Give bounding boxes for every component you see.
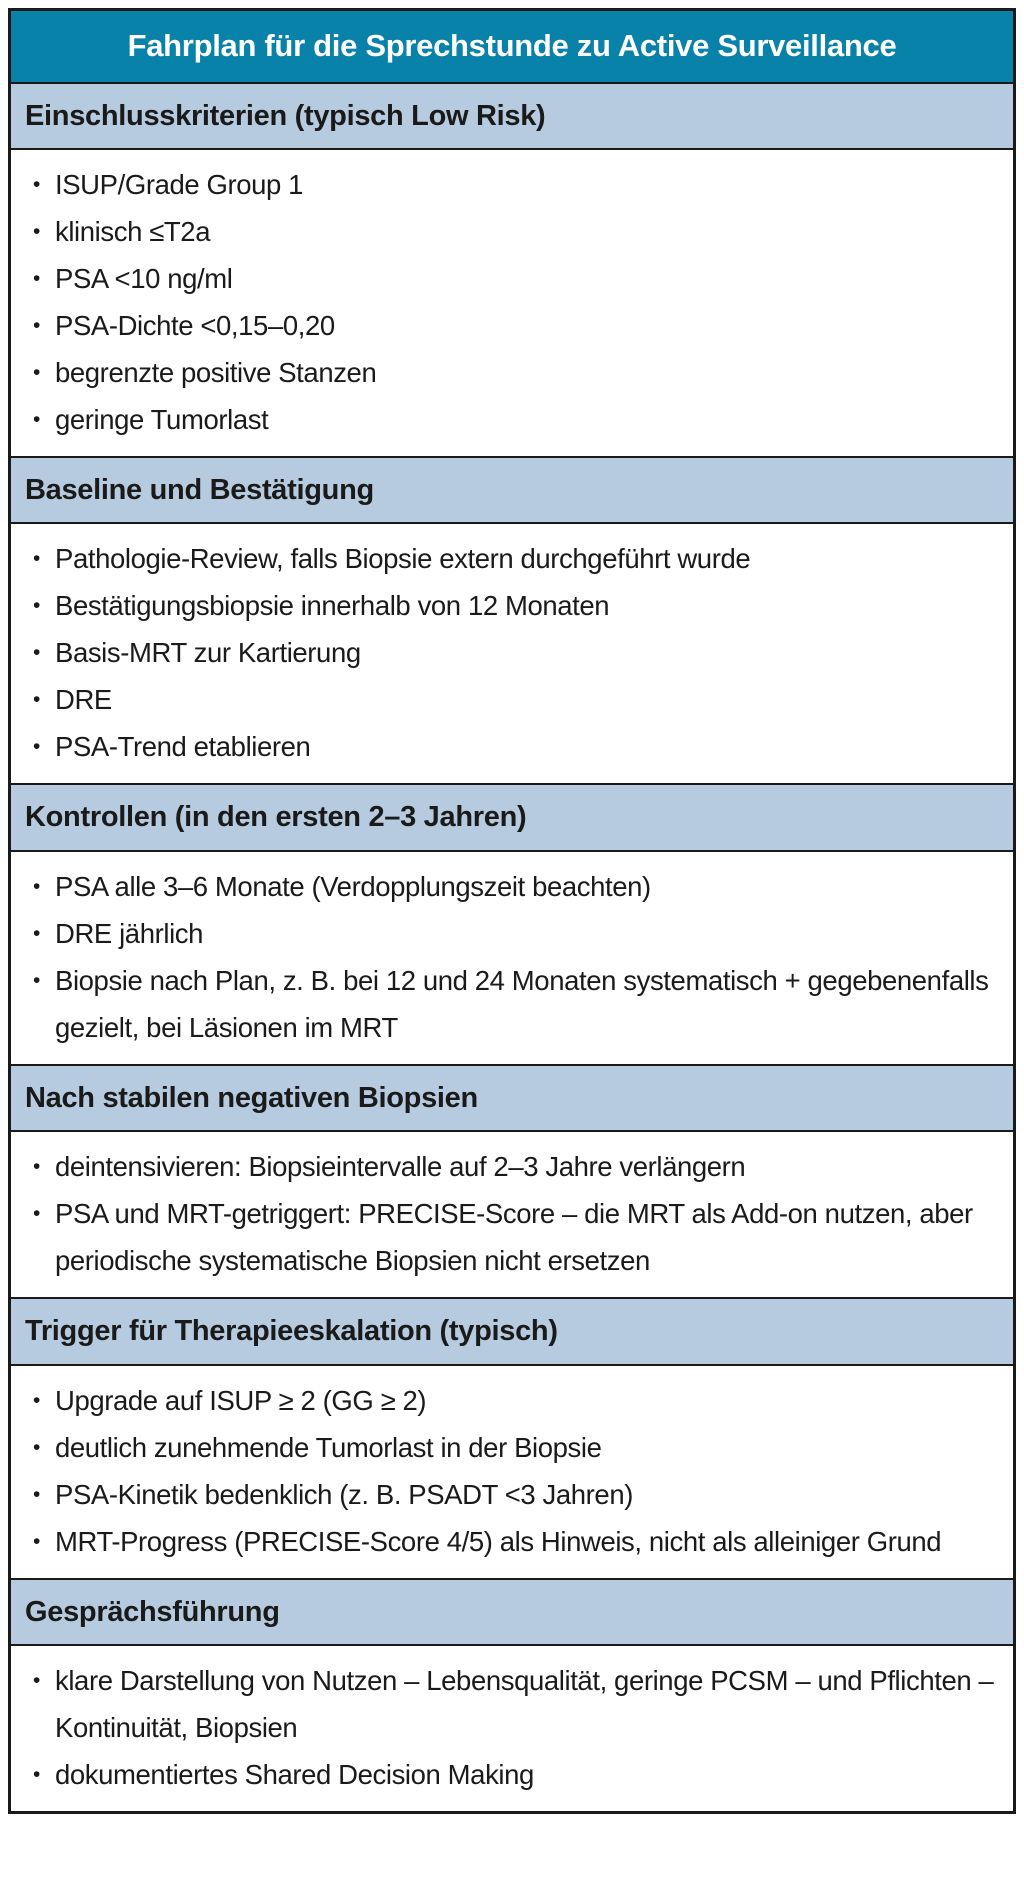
bullet-icon: • xyxy=(33,407,40,431)
bullet-text: MRT-Progress (PRECISE-Score 4/5) als Hinweis, nicht als alleiniger Grund xyxy=(55,1525,942,1557)
bullet-text: klare Darstellung von Nutzen – Lebensqualität, geringe PCSM – und Pflichten – Kontinuität, Biopsien xyxy=(55,1665,994,1744)
table-section xyxy=(11,1297,1013,1577)
bullet-text: PSA-Trend etablieren xyxy=(55,731,311,763)
bullet-text: Bestätigungsbiopsie innerhalb von 12 Monaten xyxy=(55,590,610,622)
bullet-icon: • xyxy=(33,360,40,384)
table-section xyxy=(11,1578,1013,1811)
bullet-text: Upgrade auf ISUP ≥ 2 (GG ≥ 2) xyxy=(55,1384,427,1416)
bullet-list xyxy=(11,1132,1013,1297)
list-item xyxy=(23,349,997,396)
bullet-text: PSA und MRT-getriggert: PRECISE-Score – die MRT als Add-on nutzen, aber periodische systematische Biopsien nicht ersetzen xyxy=(55,1198,973,1277)
bullet-text: ISUP/Grade Group 1 xyxy=(55,168,304,200)
bullet-icon: • xyxy=(33,1482,40,1506)
list-item xyxy=(23,1751,997,1798)
bullet-icon: • xyxy=(33,921,40,945)
list-item xyxy=(23,629,997,676)
bullet-text: deutlich zunehmende Tumorlast in der Biopsie xyxy=(55,1431,602,1463)
bullet-text: PSA alle 3–6 Monate (Verdopplungszeit beachten) xyxy=(55,870,651,902)
bullet-text: PSA <10 ng/ml xyxy=(55,262,233,294)
section-header: Kontrollen (in den ersten 2–3 Jahren) xyxy=(11,783,1013,851)
bullet-list xyxy=(11,1366,1013,1578)
section-header: Nach stabilen negativen Biopsien xyxy=(11,1064,1013,1132)
list-item xyxy=(23,255,997,302)
list-item xyxy=(23,723,997,770)
bullet-icon: • xyxy=(33,874,40,898)
bullet-text: Basis-MRT zur Kartierung xyxy=(55,637,361,669)
list-item xyxy=(23,1143,997,1190)
bullet-icon: • xyxy=(33,1763,40,1787)
bullet-text: deintensivieren: Biopsieintervalle auf 2–3 Jahre verlängern xyxy=(55,1151,746,1183)
bullet-list xyxy=(11,150,1013,456)
list-item xyxy=(23,161,997,208)
list-item xyxy=(23,1518,997,1565)
bullet-icon: • xyxy=(33,1669,40,1693)
bullet-text: dokumentiertes Shared Decision Making xyxy=(55,1759,534,1791)
bullet-icon: • xyxy=(33,641,40,665)
bullet-icon: • xyxy=(33,219,40,243)
section-header: Gesprächsführung xyxy=(11,1578,1013,1646)
bullet-text: geringe Tumorlast xyxy=(55,403,269,435)
bullet-icon: • xyxy=(33,1202,40,1226)
bullet-text: PSA-Kinetik bedenklich (z. B. PSADT <3 Jahren) xyxy=(55,1478,633,1510)
section-header: Einschlusskriterien (typisch Low Risk) xyxy=(11,82,1013,150)
bullet-icon: • xyxy=(33,266,40,290)
bullet-icon: • xyxy=(33,172,40,196)
list-item xyxy=(23,208,997,255)
bullet-text: Biopsie nach Plan, z. B. bei 12 und 24 Monaten systematisch + gegebenenfalls gezielt, bei Läsionen im MRT xyxy=(55,964,989,1043)
bullet-icon: • xyxy=(33,1155,40,1179)
list-item xyxy=(23,582,997,629)
bullet-icon: • xyxy=(33,968,40,992)
list-item xyxy=(23,957,997,1051)
table-section xyxy=(11,783,1013,1063)
list-item xyxy=(23,1190,997,1284)
list-item xyxy=(23,302,997,349)
list-item xyxy=(23,396,997,443)
list-item xyxy=(23,863,997,910)
table-sections xyxy=(11,82,1013,1812)
bullet-text: Pathologie-Review, falls Biopsie extern durchgeführt wurde xyxy=(55,543,751,575)
bullet-icon: • xyxy=(33,1388,40,1412)
bullet-text: PSA-Dichte <0,15–0,20 xyxy=(55,309,335,341)
list-item xyxy=(23,676,997,723)
bullet-icon: • xyxy=(33,735,40,759)
bullet-list xyxy=(11,852,1013,1064)
bullet-list xyxy=(11,1646,1013,1811)
bullet-text: begrenzte positive Stanzen xyxy=(55,356,377,388)
list-item xyxy=(23,535,997,582)
bullet-text: DRE jährlich xyxy=(55,917,204,949)
bullet-icon: • xyxy=(33,313,40,337)
list-item xyxy=(23,1657,997,1751)
table-title: Fahrplan für die Sprechstunde zu Active Surveillance xyxy=(11,11,1013,82)
list-item xyxy=(23,1424,997,1471)
bullet-icon: • xyxy=(33,1529,40,1553)
table-section xyxy=(11,1064,1013,1297)
active-surveillance-roadmap-table xyxy=(8,8,1016,1814)
section-header: Trigger für Therapieeskalation (typisch) xyxy=(11,1297,1013,1365)
bullet-icon: • xyxy=(33,594,40,618)
bullet-list xyxy=(11,524,1013,783)
bullet-icon: • xyxy=(33,547,40,571)
list-item xyxy=(23,910,997,957)
table-section xyxy=(11,82,1013,456)
section-header: Baseline und Bestätigung xyxy=(11,456,1013,524)
bullet-text: klinisch ≤T2a xyxy=(55,215,211,247)
list-item xyxy=(23,1471,997,1518)
bullet-icon: • xyxy=(33,688,40,712)
bullet-icon: • xyxy=(33,1435,40,1459)
list-item xyxy=(23,1377,997,1424)
table-section xyxy=(11,456,1013,783)
bullet-text: DRE xyxy=(55,684,112,716)
